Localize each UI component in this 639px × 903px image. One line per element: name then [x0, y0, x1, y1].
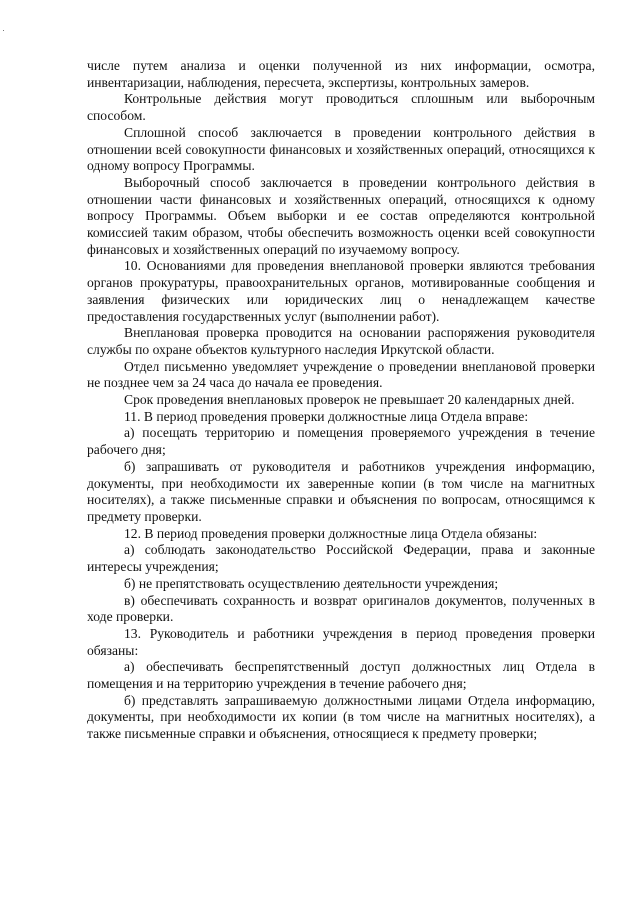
- paragraph-continuous-method: Сплошной способ заключается в проведении контрольного действия в отношении всей совокупности финансовых и хозяйственных операций, относящихся к одному вопросу Программы.: [87, 124, 595, 174]
- paragraph-item-11: 11. В период проведения проверки должностные лица Отдела вправе:: [124, 408, 529, 424]
- paragraph-item-12v: в) обеспечивать сохранность и возврат оригиналов документов, полученных в ходе проверки.: [87, 592, 595, 625]
- document-body: [87, 58, 595, 743]
- paragraph-item-12: 12. В период проведения проверки должностные лица Отдела обязаны:: [124, 525, 538, 541]
- paragraph-inspection-term: Срок проведения внеплановых проверок не превышает 20 календарных дней.: [124, 392, 575, 408]
- paragraph-sampling-method: Выборочный способ заключается в проведении контрольного действия в отношении части финансовых и хозяйственных операций, относящихся к одному вопросу Программы. Объем выборки и ее состав определяются контрольной комиссией таким образом, чтобы обеспечить возможность оценки всей совокупности финансовых и хозяйственных операций по изучаемому вопросу.: [87, 174, 595, 257]
- paragraph-item-12a: а) соблюдать законодательство Российской Федерации, права и законные интересы учреждения;: [87, 542, 595, 575]
- paragraph-item-13a: а) обеспечивать беспрепятственный доступ должностных лиц Отдела в помещения и на территорию учреждения в течение рабочего дня;: [87, 659, 595, 692]
- paragraph-item-13: 13. Руководитель и работники учреждения в период проведения проверки обязаны:: [87, 625, 595, 658]
- paragraph-control-actions: Контрольные действия могут проводиться сплошным или выборочным способом.: [87, 91, 595, 124]
- paragraph-unscheduled-inspection: Внеплановая проверка проводится на основании распоряжения руководителя службы по охране объектов культурного наследия Иркутской области.: [87, 325, 595, 357]
- paragraph-continuation: числе путем анализа и оценки полученной из них информации, осмотра, инвентаризации, наблюдения, пересчета, экспертизы, контрольных замеров.: [87, 58, 595, 90]
- paragraph-item-10: 10. Основаниями для проведения внеплановой проверки являются требования органов прокуратуры, правоохранительных органов, мотивированные сообщения и заявления физических или юридических лиц о ненадлежащем качестве предоставления государственных услуг (выполнении работ).: [87, 258, 595, 324]
- paragraph-item-11b: б) запрашивать от руководителя и работников учреждения информацию, документы, при необходимости их заверенные копии (в том числе на магнитных носителях), а также письменные справки и объяснения по вопросам, относящимся к предмету проверки.: [87, 458, 595, 524]
- paragraph-item-12b: б) не препятствовать осуществлению деятельности учреждения;: [124, 575, 499, 591]
- scan-artifact-dot: [3, 30, 4, 31]
- paragraph-notification: Отдел письменно уведомляет учреждение о проведении внеплановой проверки не позднее чем за 24 часа до начала ее проведения.: [87, 358, 595, 391]
- paragraph-item-13b: б) представлять запрашиваемую должностными лицами Отдела информацию, документы, при необходимости их копии (в том числе на магнитных носителях), а также письменные справки и объяснения, относящиеся к предмету проверки;: [87, 692, 595, 742]
- paragraph-item-11a: а) посещать территорию и помещения проверяемого учреждения в течение рабочего дня;: [87, 425, 595, 458]
